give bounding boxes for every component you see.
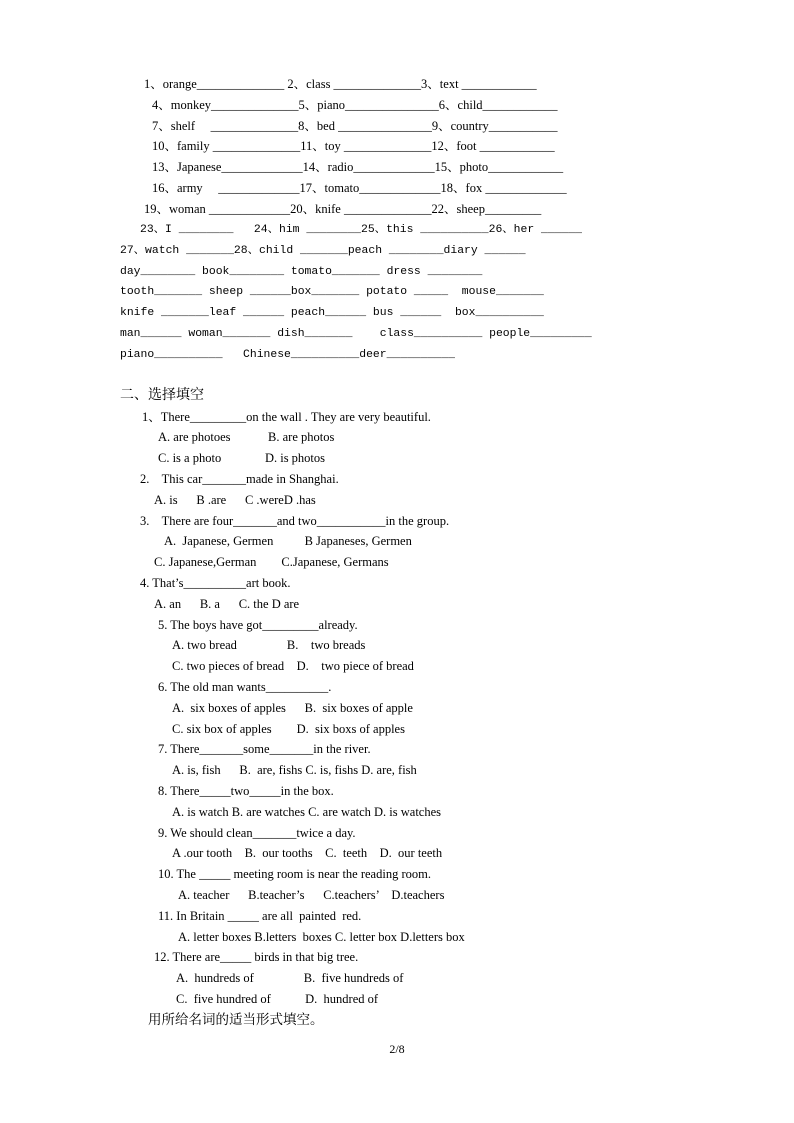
question-7: 7. There_______some_______in the river. [158, 742, 371, 756]
question-9-options: A .our tooth B. our tooths C. teeth D. our teeth [172, 846, 443, 860]
word-line-12: knife _______leaf ______ peach______ bus ______ box__________ [120, 307, 544, 319]
question-6: 6. The old man wants__________. [158, 680, 332, 694]
question-3-options-c: C. Japanese,German C.Japanese, Germans [154, 555, 389, 569]
question-7-options: A. is, fish B. are, fishs C. is, fishs D. are, fish [172, 763, 417, 777]
word-line-11: tooth_______ sheep ______box_______ potato _____ mouse_______ [120, 286, 544, 298]
word-line-10: day________ book________ tomato_______ dress ________ [120, 266, 483, 278]
question-3: 3. There are four_______and two___________in the group. [140, 514, 450, 528]
question-6-options-a: A. six boxes of apples B. six boxes of apple [172, 701, 413, 715]
question-5-options-a: A. two bread B. two breads [172, 638, 366, 652]
question-1-options-c: C. is a photo D. is photos [158, 451, 326, 465]
question-11-options: A. letter boxes B.letters boxes C. letter box D.letters box [178, 930, 465, 944]
question-9: 9. We should clean_______twice a day. [158, 826, 356, 840]
word-line-6: 16、army _____________17、tomato_____________18、fox _____________ [152, 181, 567, 195]
next-section-instruction: 用所给名词的适当形式填空。 [148, 1012, 324, 1028]
question-11: 11. In Britain _____ are all painted red. [158, 909, 362, 923]
word-line-3: 7、shelf ______________8、bed _______________9、country___________ [152, 119, 558, 133]
question-10: 10. The _____ meeting room is near the reading room. [158, 867, 431, 881]
word-line-13: man______ woman_______ dish_______ class__________ people_________ [120, 328, 592, 340]
question-2: 2. This car_______made in Shanghai. [140, 472, 339, 486]
question-2-options: A. is B .are C .wereD .has [154, 493, 316, 507]
question-3-options-a: A. Japanese, Germen B Japaneses, Germen [164, 534, 412, 548]
page-number: 2/8 [389, 1042, 405, 1056]
question-1-options-a: A. are photoes B. are photos [158, 430, 335, 444]
question-4-options: A. an B. a C. the D are [154, 597, 300, 611]
word-line-9: 27、watch _______28、child _______peach ________diary ______ [120, 245, 526, 257]
word-line-2: 4、monkey______________5、piano_______________6、child____________ [152, 98, 558, 112]
question-4: 4. That’s__________art book. [140, 576, 291, 590]
section-heading: 二、选择填空 [120, 387, 204, 403]
word-line-8: 23、I ________ 24、him ________25、this __________26、her ______ [140, 224, 583, 236]
word-line-4: 10、family ______________11、toy ______________12、foot ____________ [152, 139, 555, 153]
word-line-14: piano__________ Chinese__________deer__________ [120, 349, 455, 361]
question-5: 5. The boys have got_________already. [158, 618, 358, 632]
question-6-options-c: C. six box of apples D. six boxs of apples [172, 722, 405, 736]
question-8: 8. There_____two_____in the box. [158, 784, 334, 798]
question-8-options: A. is watch B. are watches C. are watch D. is watches [172, 805, 442, 819]
question-1: 1、There_________on the wall . They are very beautiful. [142, 410, 431, 424]
word-line-5: 13、Japanese_____________14、radio_____________15、photo____________ [152, 160, 564, 174]
word-line-1: 1、orange______________ 2、class ______________3、text ____________ [144, 77, 537, 91]
question-12-options-a: A. hundreds of B. five hundreds of [176, 971, 404, 985]
question-5-options-c: C. two pieces of bread D. two piece of bread [172, 659, 414, 673]
question-10-options: A. teacher B.teacher’s C.teachers’ D.teachers [178, 888, 445, 902]
word-line-7: 19、woman _____________20、knife ______________22、sheep_________ [144, 202, 542, 216]
question-12-options-c: C. five hundred of D. hundred of [176, 992, 379, 1006]
question-12: 12. There are_____ birds in that big tree. [154, 950, 359, 964]
